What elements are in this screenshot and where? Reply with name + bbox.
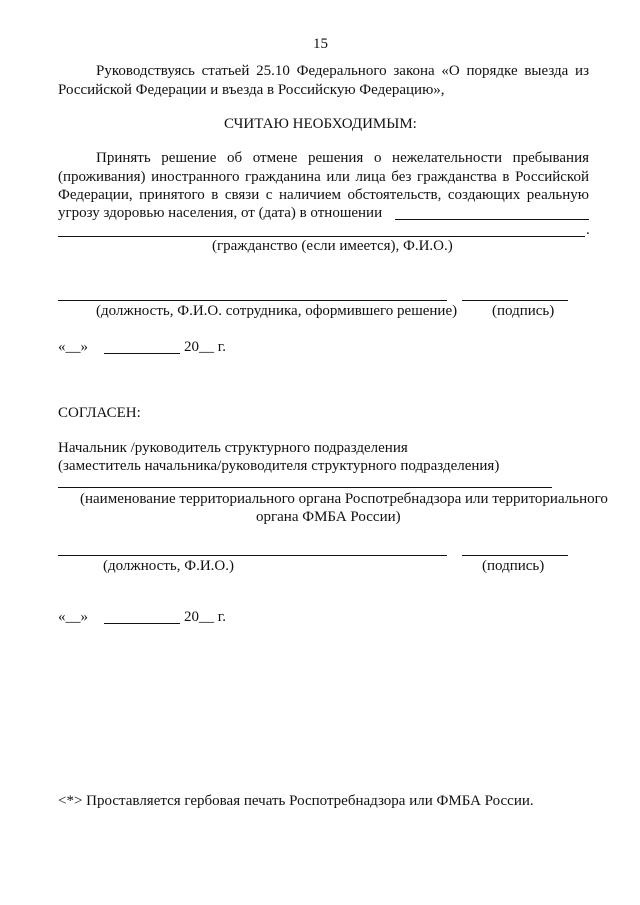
agreed-date-prefix: «__» <box>58 609 88 625</box>
decision-heading: СЧИТАЮ НЕОБХОДИМЫМ: <box>224 116 417 132</box>
officer-signature-underline <box>462 300 568 301</box>
org-caption-line-2: органа ФМБА России) <box>256 509 401 525</box>
citizenship-underline <box>58 236 585 237</box>
decision-line-1: Принять решение об отмене решения о нежелательности пребывания <box>96 150 589 166</box>
intro-line-1: Руководствуясь статьей 25.10 Федерального закона «О порядке выезда из <box>96 63 589 79</box>
officer-date-prefix: «__» <box>58 339 88 355</box>
agreed-signature-caption: (подпись) <box>482 558 545 574</box>
agreed-position-underline <box>58 555 447 556</box>
decision-line-3: Федерации, принятого в связи с наличием обстоятельств, создающих реальную <box>58 187 589 203</box>
officer-date-year: 20__ г. <box>184 339 226 355</box>
decision-line-4: угрозу здоровью населения, от (дата) в отношении <box>58 205 383 221</box>
decision-line-2: (проживания) иностранного гражданина или лица без гражданства в Российской <box>58 169 589 185</box>
officer-signature-caption: (подпись) <box>492 303 555 319</box>
intro-line-2: Российской Федерации и въезда в Российскую Федерацию», <box>58 82 445 98</box>
page-number: 15 <box>313 36 328 52</box>
org-underline <box>58 487 552 488</box>
subject-underline <box>395 219 589 220</box>
officer-date-month-underline <box>104 353 180 354</box>
citizenship-caption: (гражданство (если имеется), Ф.И.О.) <box>212 238 453 254</box>
agreed-heading: СОГЛАСЕН: <box>58 405 141 421</box>
officer-position-caption: (должность, Ф.И.О. сотрудника, оформившего решение) <box>96 303 458 319</box>
agreed-position-caption: (должность, Ф.И.О.) <box>103 558 234 574</box>
org-caption-line-1: (наименование территориального органа Роспотребнадзора или территориального <box>80 491 608 507</box>
agreed-line-1: Начальник /руководитель структурного подразделения <box>58 440 408 456</box>
period-mark: . <box>586 222 590 238</box>
agreed-line-2: (заместитель начальника/руководителя структурного подразделения) <box>58 458 500 474</box>
footnote: <*> Проставляется гербовая печать Роспотребнадзора или ФМБА России. <box>58 793 534 809</box>
agreed-date-year: 20__ г. <box>184 609 226 625</box>
agreed-date-month-underline <box>104 623 180 624</box>
officer-position-underline <box>58 300 447 301</box>
agreed-signature-underline <box>462 555 568 556</box>
